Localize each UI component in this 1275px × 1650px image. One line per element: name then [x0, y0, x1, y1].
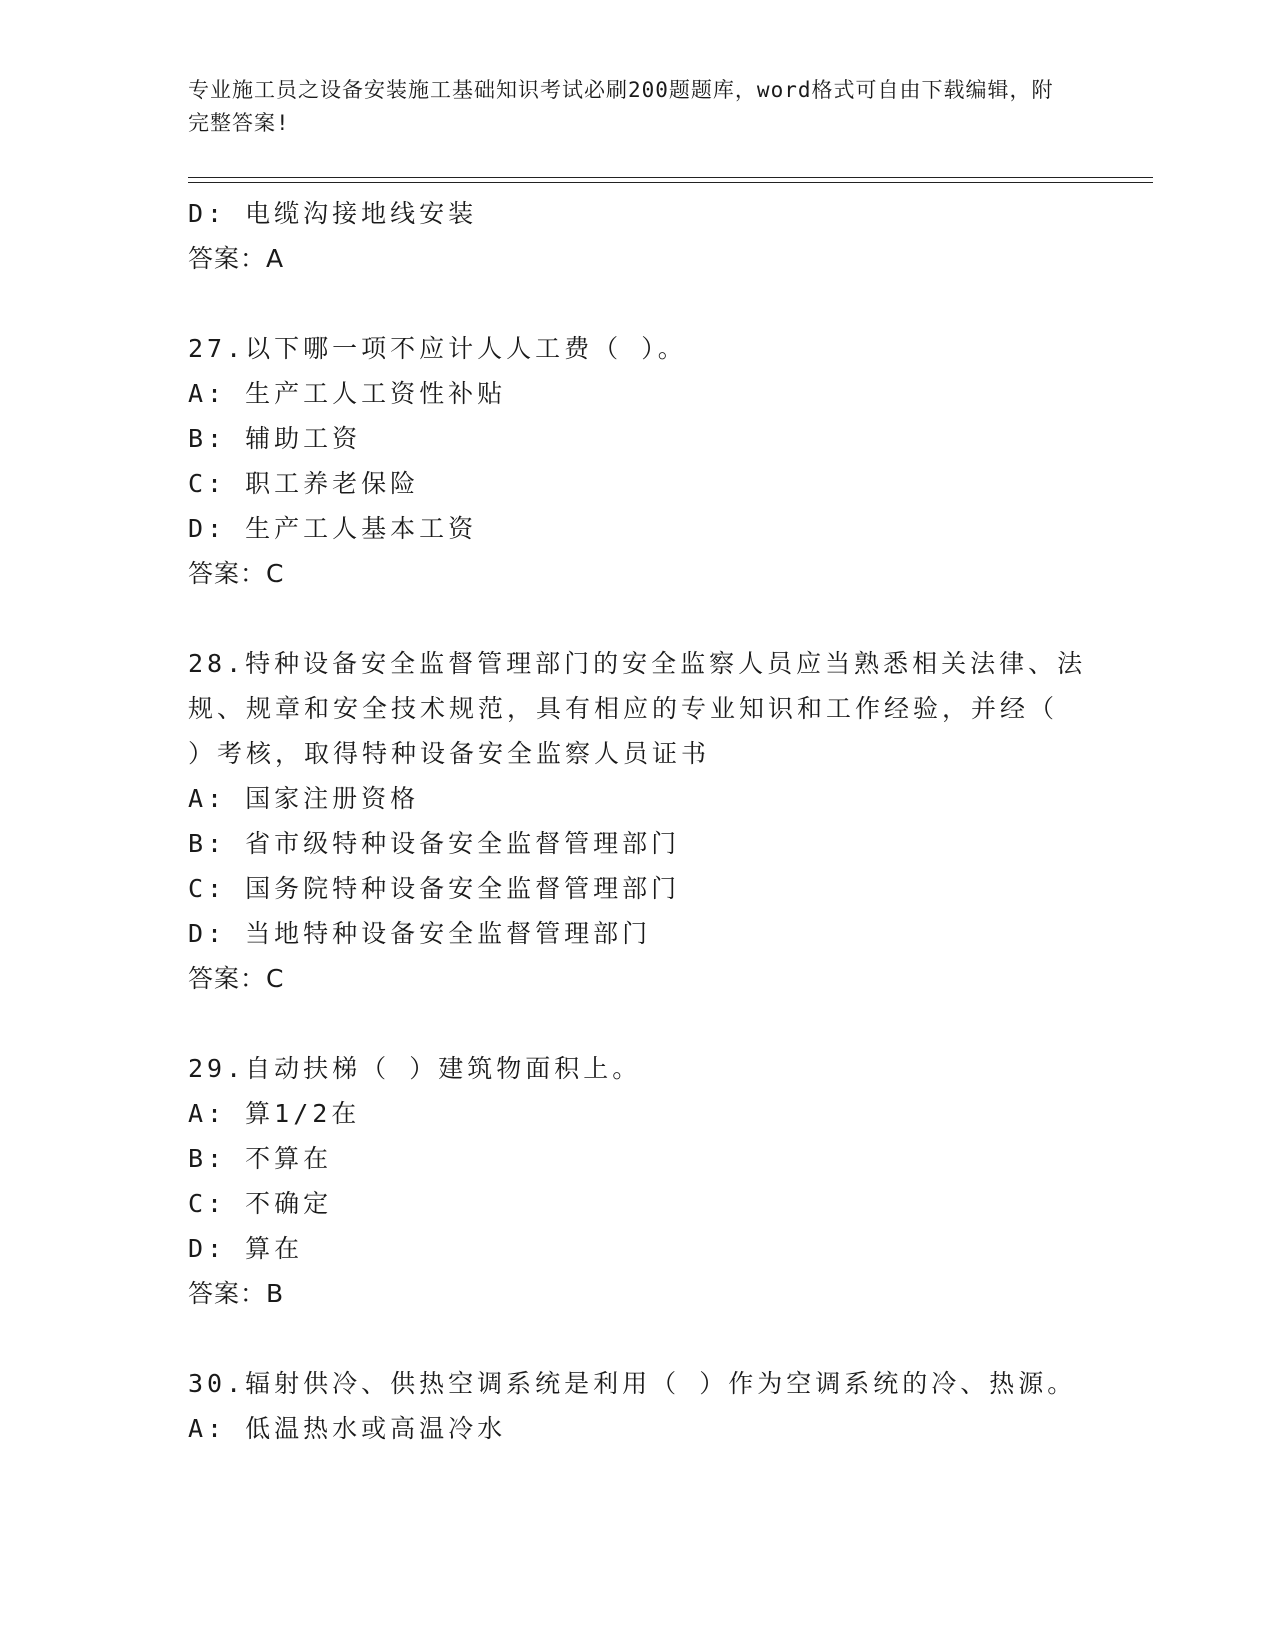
- question-stem: 30.辐射供冷、供热空调系统是利用（ ）作为空调系统的冷、热源。: [188, 1369, 1077, 1398]
- question-stem: 28.特种设备安全监督管理部门的安全监察人员应当熟悉相关法律、法规、规章和安全技术规范，具有相应的专业知识和工作经验，并经（ ）考核，取得特种设备安全监察人员证书: [188, 649, 1087, 768]
- question-27: [188, 326, 1088, 596]
- question-stem: 27.以下哪一项不应计人人工费（ ）。: [188, 334, 687, 363]
- option-a: A: 生产工人工资性补贴: [188, 379, 507, 408]
- answer-line: 答案：B: [188, 1279, 285, 1308]
- answer-line: 答案：C: [188, 559, 285, 588]
- document-header: 专业施工员之设备安装施工基础知识考试必刷200题题库，word格式可自由下载编辑，附完整答案!: [188, 78, 1054, 135]
- question-29: [188, 1046, 1088, 1316]
- option-a: A: 算1/2在: [188, 1099, 361, 1128]
- option-a: A: 低温热水或高温冷水: [188, 1414, 507, 1443]
- header-divider-top: [188, 177, 1153, 178]
- option-b: B: 省市级特种设备安全监督管理部门: [188, 829, 681, 858]
- option-c: C: 职工养老保险: [188, 469, 420, 498]
- option-d: D: 算在: [188, 1234, 304, 1263]
- question-28: [188, 641, 1088, 1001]
- option-b: B: 辅助工资: [188, 424, 362, 453]
- header-divider-bottom: [188, 182, 1153, 183]
- question-list: [188, 191, 1088, 1451]
- option-d: D: 生产工人基本工资: [188, 514, 478, 543]
- option-c: C: 不确定: [188, 1189, 333, 1218]
- option-b: B: 不算在: [188, 1144, 333, 1173]
- answer-line: 答案：A: [188, 244, 285, 273]
- option-d: D: 当地特种设备安全监督管理部门: [188, 919, 652, 948]
- answer-line: 答案：C: [188, 964, 285, 993]
- question-stem: 29.自动扶梯（ ）建筑物面积上。: [188, 1054, 642, 1083]
- question-30: [188, 1361, 1088, 1451]
- option-a: A: 国家注册资格: [188, 784, 420, 813]
- option-d: D: 电缆沟接地线安装: [188, 199, 478, 228]
- option-c: C: 国务院特种设备安全监督管理部门: [188, 874, 681, 903]
